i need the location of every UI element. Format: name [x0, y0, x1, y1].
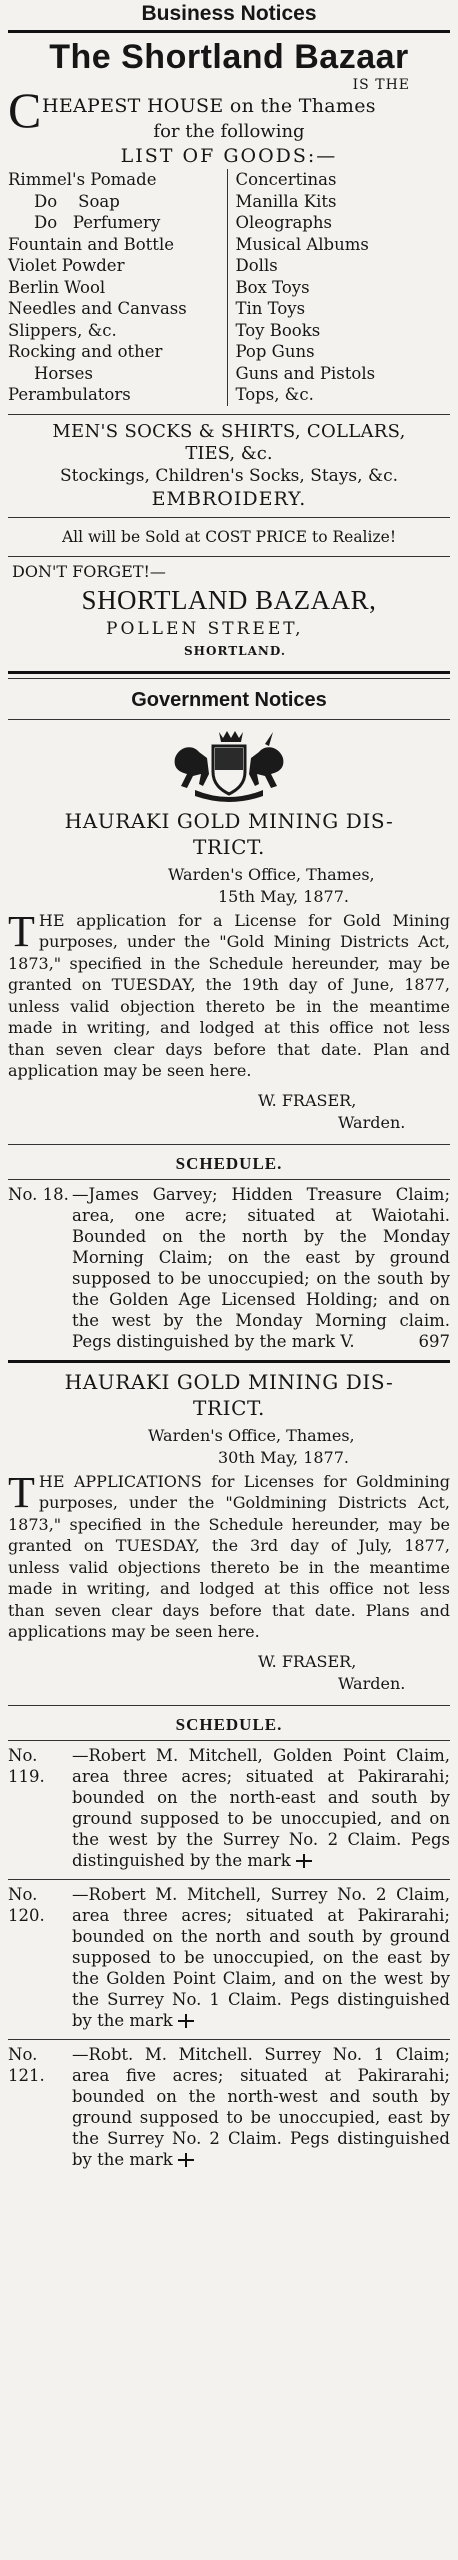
bazaar-title: The Shortland Bazaar — [49, 38, 409, 76]
goods-item: Rimmel's Pomade — [8, 170, 157, 189]
schedule-entry — [8, 1884, 450, 2031]
coat-of-arms-icon — [169, 728, 289, 802]
entry-text — [72, 2044, 450, 2170]
entry-reference: 697 — [418, 1331, 450, 1351]
goods-item: Do Perfumery — [34, 213, 161, 232]
goods-item: Tops, &c. — [235, 385, 314, 404]
warden-title: Warden. — [338, 1673, 406, 1693]
cheapest-house-text: HEAPEST HOUSE on the Thames — [42, 95, 376, 117]
is-the-text: IS THE — [352, 77, 410, 93]
goods-item: Oleographs — [235, 213, 332, 232]
divider — [8, 30, 450, 33]
goods-item: Violet Powder — [8, 256, 125, 275]
notice-body — [8, 1467, 450, 1643]
cost-price-line: All will be Sold at COST PRICE to Realize! — [61, 527, 397, 546]
entry-description: —Robt. M. Mitchell. Surrey No. 1 Claim; area five acres; situated at Pakirarahi; bounded on the north-west and south by ground supposed to be unoccupied, east by the Surrey No. 2 Claim. Pegs distinguished by the mark — [72, 2044, 450, 2169]
divider — [8, 1740, 450, 1741]
socks-line-2: TIES, &c. — [185, 442, 273, 464]
notice-title: HAURAKI GOLD MINING DIS- — [64, 808, 394, 833]
divider — [8, 1705, 450, 1706]
divider — [8, 678, 450, 679]
stockings-line: Stockings, Children's Socks, Stays, &c. — [59, 465, 399, 486]
schedule-entry — [8, 2044, 450, 2170]
schedule-heading: SCHEDULE. — [175, 1153, 283, 1173]
goods-item: Slippers, &c. — [8, 320, 117, 340]
goods-item: Needles and Canvass — [8, 299, 187, 318]
notice-body-text: HE application for a License for Gold Mining purposes, under the "Gold Mining Districts Act, 1873," specified in the Schedule hereunder, may be granted on TUESDAY, the 19th day of June, 1877, unless valid objection thereto be in the meantime made in writing, and lodged at this office not less than seven clear days before that date. Plan and application may be seen here. — [8, 910, 450, 1080]
goods-item: Horses — [34, 363, 93, 383]
divider — [8, 1179, 450, 1180]
schedule-entry — [8, 1745, 450, 1871]
goods-item: Do Soap — [34, 191, 120, 211]
goods-item: Box Toys — [235, 277, 310, 297]
entry-number: No. 121. — [8, 2044, 45, 2085]
gold-mining-notice-1 — [8, 808, 450, 1352]
warden-signature: W. FRASER, — [258, 1651, 357, 1671]
goods-item: Perambulators — [8, 385, 131, 404]
gold-mining-notice-2 — [8, 1369, 450, 2170]
shortland-bazaar-name: SHORTLAND BAZAAR, — [81, 584, 377, 615]
cheapest-dropcap: C — [8, 82, 42, 138]
notice-body — [8, 906, 450, 1082]
pollen-street-line: POLLEN STREET, — [106, 618, 304, 639]
peg-cross-mark-icon — [296, 1854, 312, 1868]
business-notices-heading: Business Notices — [141, 2, 317, 25]
goods-item: Toy Books — [235, 320, 321, 340]
schedule-entry — [8, 1184, 450, 1352]
entry-description: —James Garvey; Hidden Treasure Claim; area, one acre; situated at Waiotahi. Bounded on the north by the Monday Morning Claim; on the east by ground supposed to be unoccupied; on the south by the Golden Age Licensed Holding; and on the west by the Monday Morning claim. Pegs distinguished by the mark V. — [72, 1184, 450, 1351]
entry-number: No. 119. — [8, 1745, 45, 1786]
coat-of-arms-emblem — [8, 728, 450, 802]
divider — [8, 556, 450, 557]
embroidery-line: EMBROIDERY. — [151, 487, 307, 510]
divider — [8, 719, 450, 720]
divider — [8, 671, 450, 674]
notice-title: HAURAKI GOLD MINING DIS- — [64, 1369, 394, 1394]
notice-dropcap: T — [8, 906, 35, 956]
notice-body-text: HE APPLICATIONS for Licenses for Goldmining purposes, under the "Goldmining Districts Act, 1873," specified in the Schedule hereunder, may be granted on TUESDAY, the 3rd day of July, 1877, unless valid objections thereto be in the meantime made in writing, and lodged at this office not less than seven clear days before that date. Plans and applications may be seen here. — [8, 1471, 450, 1641]
entry-text — [72, 1184, 450, 1352]
entry-number: No. 120. — [8, 1884, 45, 1925]
goods-item: Berlin Wool — [8, 277, 106, 297]
goods-item: Musical Albums — [235, 234, 369, 254]
warden-office-line: Warden's Office, Thames, — [148, 1425, 355, 1445]
goods-item: Tin Toys — [235, 299, 306, 318]
divider — [8, 1360, 450, 1363]
warden-signature: W. FRASER, — [258, 1090, 357, 1110]
notice-dropcap: T — [8, 1467, 35, 1517]
warden-title: Warden. — [338, 1112, 406, 1132]
goods-item: Manilla Kits — [235, 191, 337, 211]
goods-item: Dolls — [235, 256, 278, 275]
entry-text — [72, 1745, 450, 1871]
goods-right-column — [228, 169, 451, 406]
entry-number: No. 18. — [8, 1184, 69, 1204]
divider — [8, 414, 450, 415]
entry-description: —Robert M. Mitchell, Surrey No. 2 Claim, area three acres; situated at Pakirarahi; bounded on the north and south by ground supposed to be unoccupied, on the east by the Golden Point Claim, and on the west by the Surrey No. 1 Claim. Pegs distinguished by the mark — [72, 1884, 450, 2030]
notice-date: 15th May, 1877. — [218, 886, 349, 906]
notice-date: 30th May, 1877. — [218, 1447, 349, 1467]
goods-item: Fountain and Bottle — [8, 234, 174, 254]
peg-cross-mark-icon — [178, 2014, 194, 2028]
goods-item: Guns and Pistols — [235, 363, 376, 383]
warden-office-line: Warden's Office, Thames, — [168, 864, 375, 884]
notice-title-continued: TRICT. — [193, 1395, 265, 1420]
for-following-text: for the following — [153, 121, 305, 142]
government-notices-heading: Government Notices — [131, 688, 327, 711]
divider — [8, 2039, 450, 2040]
goods-columns — [8, 169, 450, 406]
entry-description: —Robert M. Mitchell, Golden Point Claim, area three acres; situated at Pakirarahi; bounded on the north-east and south by ground supposed to be unoccupied, and on the west by the Surrey No. 2 Claim. Pegs distinguished by the mark — [72, 1745, 450, 1870]
goods-left-column — [8, 169, 228, 406]
notice-title-continued: TRICT. — [193, 834, 265, 859]
divider — [8, 1144, 450, 1145]
divider — [8, 1879, 450, 1880]
goods-item: Pop Guns — [235, 342, 315, 361]
dont-forget-line: DON'T FORGET!— — [12, 561, 166, 581]
goods-item: Rocking and other — [8, 342, 163, 361]
socks-line-1: MEN'S SOCKS & SHIRTS, COLLARS, — [52, 420, 406, 442]
shortland-place-line: SHORTLAND. — [184, 643, 287, 658]
goods-item: Concertinas — [235, 170, 337, 189]
divider — [8, 517, 450, 518]
list-of-goods-title: LIST OF GOODS:— — [120, 145, 338, 167]
schedule-heading: SCHEDULE. — [175, 1714, 283, 1734]
peg-cross-mark-icon — [178, 2153, 194, 2167]
entry-text — [72, 1884, 450, 2031]
